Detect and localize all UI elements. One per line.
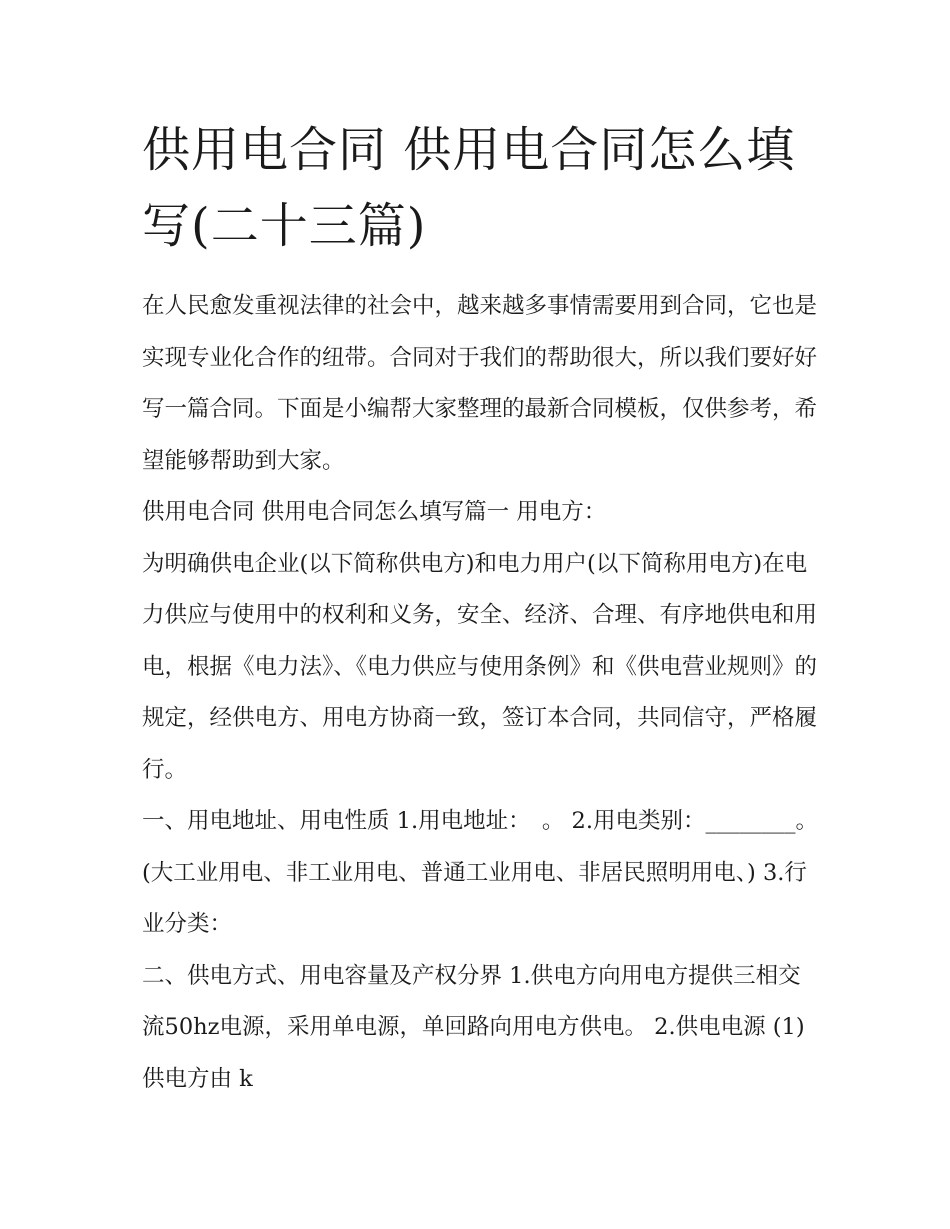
- document-page: [142, 112, 822, 1105]
- clause-one-paragraph: 一、用电地址、用电性质 1.用电地址： 。 2.用电类别：________。(大工业用电、非工业用电、普通工业用电、非居民照明用电、) 3.行业分类：: [142, 808, 818, 937]
- preamble-paragraph: 为明确供电企业(以下简称供电方)和电力用户(以下简称用电方)在电力供应与使用中的权利和义务，安全、经济、合理、有序地供电和用电，根据《电力法》、《电力供应与使用条例》和《供电营业规则》的规定，经供电方、用电方协商一致，签订本合同，共同信守，严格履行。: [142, 550, 818, 783]
- section-heading-paragraph: 供用电合同 供用电合同怎么填写篇一 用电方：: [142, 499, 607, 525]
- clause-two-paragraph: 二、供电方式、用电容量及产权分界 1.供电方向用电方提供三相交流50hz电源，采用单电源，单回路向用电方供电。 2.供电电源 (1)供电方由 k: [142, 962, 805, 1092]
- intro-paragraph: 在人民愈发重视法律的社会中，越来越多事情需要用到合同，它也是实现专业化合作的纽带。合同对于我们的帮助很大，所以我们要好好写一篇合同。下面是小编帮大家整理的最新合同模板，仅供参考，希望能够帮助到大家。: [142, 293, 818, 474]
- document-title: 供用电合同 供用电合同怎么填写(二十三篇): [142, 122, 796, 254]
